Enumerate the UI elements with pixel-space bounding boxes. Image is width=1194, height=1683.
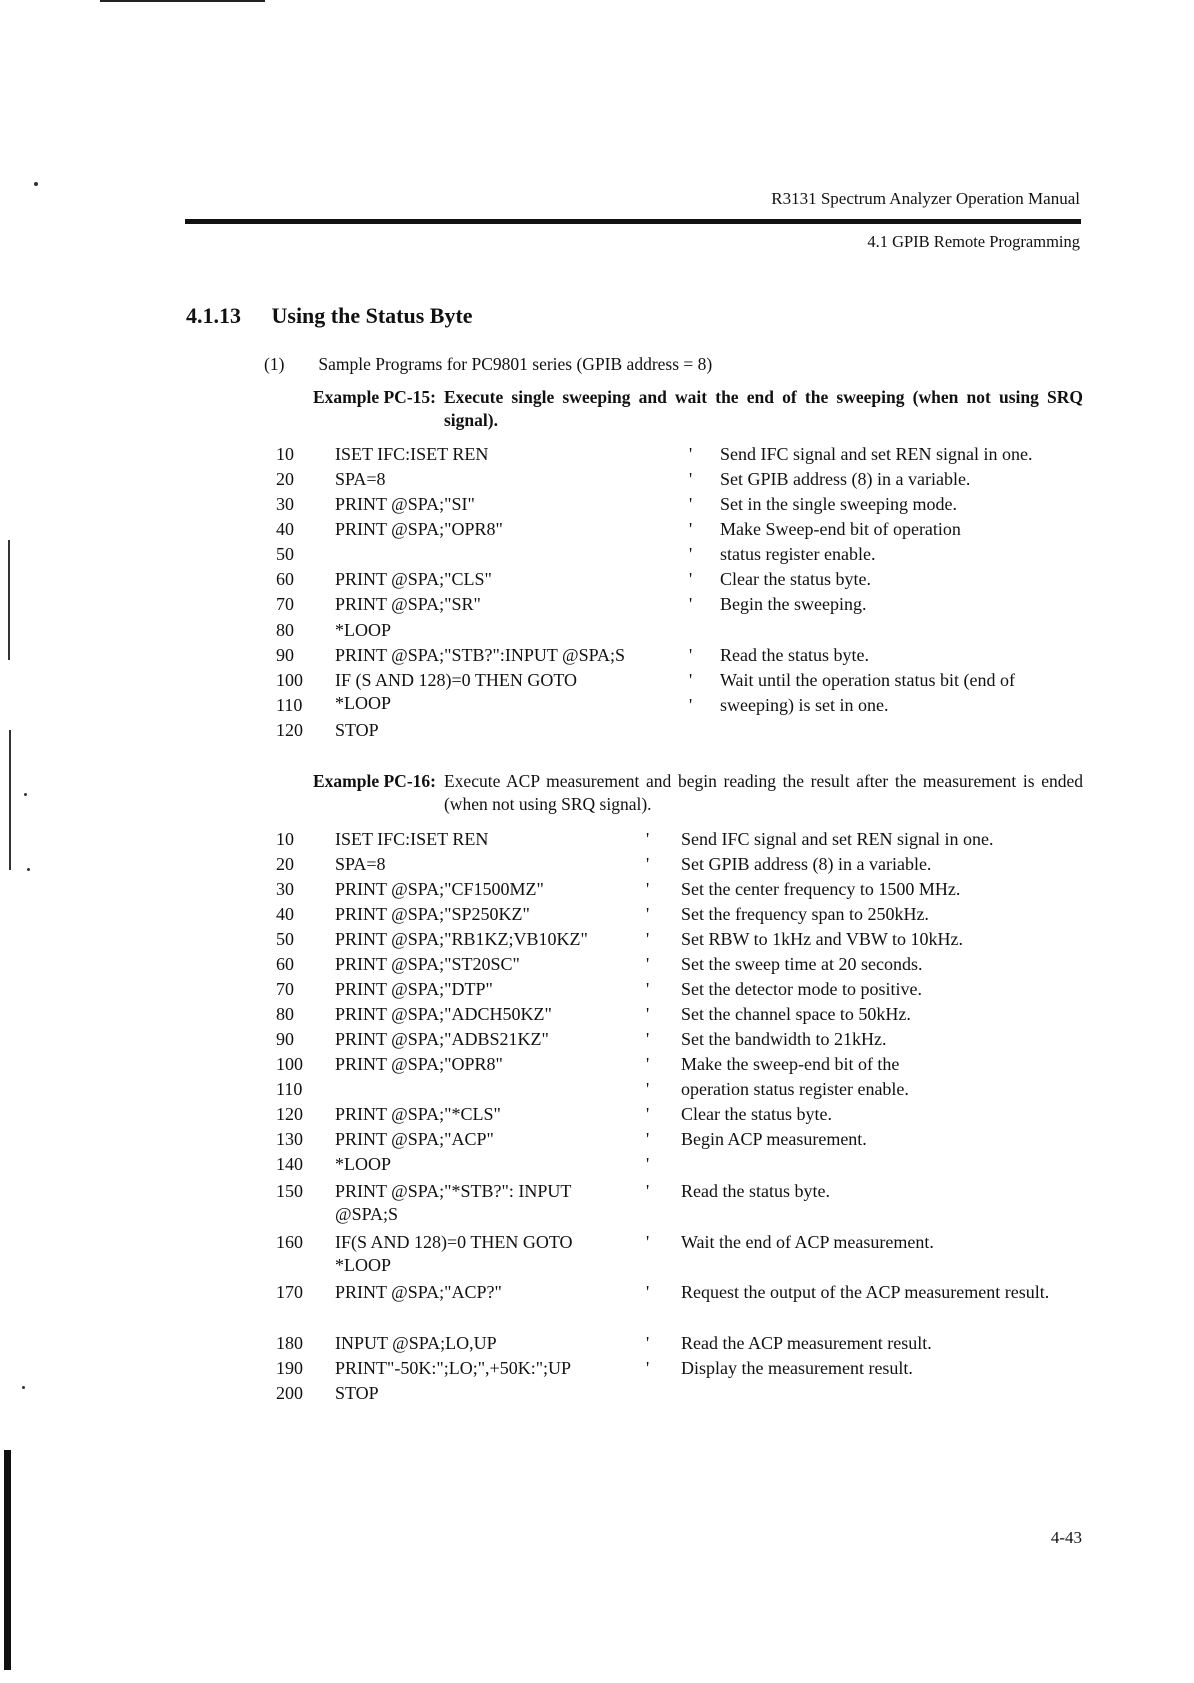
line-number: 140 — [276, 1154, 303, 1174]
comment-mark: ' — [646, 954, 650, 974]
subsection-title: 4.1 GPIB Remote Programming — [867, 232, 1080, 251]
list-item-label: (1) — [264, 354, 285, 374]
comment-mark: ' — [689, 544, 693, 564]
comment-mark: ' — [646, 1282, 650, 1302]
code-statement: PRINT"-50K:";LO;",+50K:";UP — [335, 1358, 572, 1378]
line-number: 110 — [276, 1079, 303, 1099]
code-statement: PRINT @SPA;"*STB?": INPUT @SPA;S — [335, 1181, 571, 1224]
code-statement: PRINT @SPA;"OPR8" — [335, 519, 503, 539]
code-comment: Clear the status byte. — [720, 569, 871, 589]
comment-mark: ' — [646, 1232, 650, 1252]
line-number: 60 — [276, 569, 294, 589]
code-statement: PRINT @SPA;"STB?":INPUT @SPA;S — [335, 645, 625, 665]
line-number: 30 — [276, 494, 294, 514]
comment-mark: ' — [646, 929, 650, 949]
comment-mark: ' — [646, 1333, 650, 1353]
comment-mark: ' — [646, 1154, 650, 1174]
code-statement: INPUT @SPA;LO,UP — [335, 1333, 497, 1353]
example-label: Example PC-16: — [313, 771, 436, 791]
line-number: 130 — [276, 1129, 303, 1149]
code-statement: ISET IFC:ISET REN — [335, 829, 489, 849]
section-number: 4.1.13 — [186, 303, 241, 328]
code-comment: Request the output of the ACP measurement result. — [681, 1282, 1050, 1302]
code-statement: PRINT @SPA;"CLS" — [335, 569, 492, 589]
comment-mark: ' — [646, 904, 650, 924]
code-statement: PRINT @SPA;"ADCH50KZ" — [335, 1004, 552, 1024]
line-number: 70 — [276, 979, 294, 999]
comment-mark: ' — [689, 645, 693, 665]
code-statement: STOP — [335, 1383, 379, 1403]
comment-mark: ' — [646, 1004, 650, 1024]
line-number: 40 — [276, 904, 294, 924]
comment-mark: ' — [646, 1358, 650, 1378]
line-number: 60 — [276, 954, 294, 974]
code-comment: Set GPIB address (8) in a variable. — [720, 469, 971, 489]
comment-mark: ' — [689, 519, 693, 539]
code-comment: Set the sweep time at 20 seconds. — [681, 954, 923, 974]
code-statement: STOP — [335, 720, 379, 740]
header-rule — [185, 219, 1081, 224]
line-number: 70 — [276, 594, 294, 614]
code-comment: Send IFC signal and set REN signal in one. — [720, 444, 1033, 464]
line-number: 10 — [276, 444, 294, 464]
line-number: 30 — [276, 879, 294, 899]
scan-speck — [24, 793, 27, 796]
example-pc15-heading — [313, 386, 1083, 432]
line-number: 50 — [276, 544, 294, 564]
line-number: 90 — [276, 1029, 294, 1049]
code-comment: Set the channel space to 50kHz. — [681, 1004, 911, 1024]
code-statement: PRINT @SPA;"SR" — [335, 594, 481, 614]
line-number: 80 — [276, 1004, 294, 1024]
line-number: 110 — [276, 695, 303, 715]
code-statement: *LOOP — [335, 1154, 392, 1174]
code-comment: Set the detector mode to positive. — [681, 979, 922, 999]
line-number: 100 — [276, 1054, 303, 1074]
code-statement: ISET IFC:ISET REN — [335, 444, 489, 464]
comment-mark: ' — [646, 1104, 650, 1124]
code-comment: Set the center frequency to 1500 MHz. — [681, 879, 961, 899]
comment-mark: ' — [689, 594, 693, 614]
scan-speck — [22, 1386, 25, 1389]
scan-speck — [34, 182, 38, 186]
code-comment: Send IFC signal and set REN signal in one. — [681, 829, 994, 849]
scan-edge-mark — [4, 1450, 11, 1670]
example-label: Example PC-15: — [313, 387, 436, 407]
comment-mark: ' — [689, 569, 693, 589]
list-item — [264, 354, 712, 375]
code-comment: Set in the single sweeping mode. — [720, 494, 957, 514]
code-comment: Read the status byte. — [720, 645, 869, 665]
code-comment: Set GPIB address (8) in a variable. — [681, 854, 932, 874]
code-comment: Set the bandwidth to 21kHz. — [681, 1029, 887, 1049]
code-statement: SPA=8 — [335, 854, 386, 874]
code-comment: Display the measurement result. — [681, 1358, 913, 1378]
comment-mark: ' — [646, 1054, 650, 1074]
comment-mark: ' — [689, 494, 693, 514]
code-comment: Begin the sweeping. — [720, 594, 867, 614]
example-pc16-heading — [313, 770, 1083, 816]
code-comment: sweeping) is set in one. — [720, 695, 889, 715]
line-number: 90 — [276, 645, 294, 665]
code-comment: Make Sweep-end bit of operation — [720, 519, 961, 539]
code-statement: PRINT @SPA;"SI" — [335, 494, 475, 514]
scan-speck — [27, 868, 30, 871]
comment-mark: ' — [646, 1079, 650, 1099]
comment-mark: ' — [646, 829, 650, 849]
comment-mark: ' — [646, 1181, 650, 1201]
line-number: 20 — [276, 854, 294, 874]
list-item-text: Sample Programs for PC9801 series (GPIB address = 8) — [318, 354, 713, 374]
code-statement: PRINT @SPA;"ACP" — [335, 1129, 494, 1149]
comment-mark: ' — [646, 1129, 650, 1149]
code-statement: PRINT @SPA;"DTP" — [335, 979, 493, 999]
code-statement: PRINT @SPA;"RB1KZ;VB10KZ" — [335, 929, 588, 949]
line-number: 170 — [276, 1282, 303, 1302]
line-number: 80 — [276, 620, 294, 640]
code-statement: *LOOP — [335, 620, 392, 640]
code-statement: PRINT @SPA;"SP250KZ" — [335, 904, 530, 924]
code-statement: PRINT @SPA;"OPR8" — [335, 1054, 503, 1074]
code-comment: operation status register enable. — [681, 1079, 909, 1099]
comment-mark: ' — [689, 695, 693, 715]
line-number: 200 — [276, 1383, 303, 1403]
comment-mark: ' — [689, 444, 693, 464]
code-comment: Wait until the operation status bit (end of — [720, 670, 1015, 690]
line-number: 10 — [276, 829, 294, 849]
scan-edge-mark — [8, 540, 10, 660]
code-statement: PRINT @SPA;"*CLS" — [335, 1104, 501, 1124]
code-comment: status register enable. — [720, 544, 876, 564]
line-number: 50 — [276, 929, 294, 949]
line-number: 160 — [276, 1232, 303, 1252]
line-number: 40 — [276, 519, 294, 539]
section-title: Using the Status Byte — [271, 303, 473, 328]
top-edge-rule — [100, 0, 265, 2]
comment-mark: ' — [646, 879, 650, 899]
code-statement: SPA=8 — [335, 469, 386, 489]
code-statement: PRINT @SPA;"CF1500MZ" — [335, 879, 544, 899]
line-number: 120 — [276, 720, 303, 740]
comment-mark: ' — [646, 854, 650, 874]
code-comment: Clear the status byte. — [681, 1104, 832, 1124]
line-number: 20 — [276, 469, 294, 489]
line-number: 150 — [276, 1181, 303, 1201]
code-statement: IF(S AND 128)=0 THEN GOTO *LOOP — [335, 1232, 573, 1275]
code-statement: PRINT @SPA;"ST20SC" — [335, 954, 520, 974]
example-description: Execute ACP measurement and begin reading the result after the measurement is ended (when not using SRQ signal). — [443, 771, 1083, 814]
code-comment: Wait the end of ACP measurement. — [681, 1232, 934, 1252]
code-statement: PRINT @SPA;"ADBS21KZ" — [335, 1029, 549, 1049]
comment-mark: ' — [646, 1029, 650, 1049]
code-comment: Read the ACP measurement result. — [681, 1333, 932, 1353]
example-description: Execute single sweeping and wait the end of the sweeping (when not using SRQ signal). — [443, 387, 1083, 430]
code-statement: IF (S AND 128)=0 THEN GOTO *LOOP — [335, 670, 577, 713]
line-number: 120 — [276, 1104, 303, 1124]
comment-mark: ' — [689, 670, 693, 690]
comment-mark: ' — [689, 469, 693, 489]
comment-mark: ' — [646, 979, 650, 999]
line-number: 190 — [276, 1358, 303, 1378]
line-number: 100 — [276, 670, 303, 690]
code-comment: Begin ACP measurement. — [681, 1129, 867, 1149]
code-comment: Read the status byte. — [681, 1181, 830, 1201]
section-heading — [186, 303, 473, 329]
scan-edge-mark — [9, 730, 11, 870]
code-comment: Set RBW to 1kHz and VBW to 10kHz. — [681, 929, 963, 949]
code-comment: Set the frequency span to 250kHz. — [681, 904, 929, 924]
code-comment: Make the sweep-end bit of the — [681, 1054, 900, 1074]
line-number: 180 — [276, 1333, 303, 1353]
page-number: 4-43 — [1050, 1528, 1082, 1547]
code-statement: PRINT @SPA;"ACP?" — [335, 1282, 502, 1302]
manual-title: R3131 Spectrum Analyzer Operation Manual — [771, 189, 1080, 208]
